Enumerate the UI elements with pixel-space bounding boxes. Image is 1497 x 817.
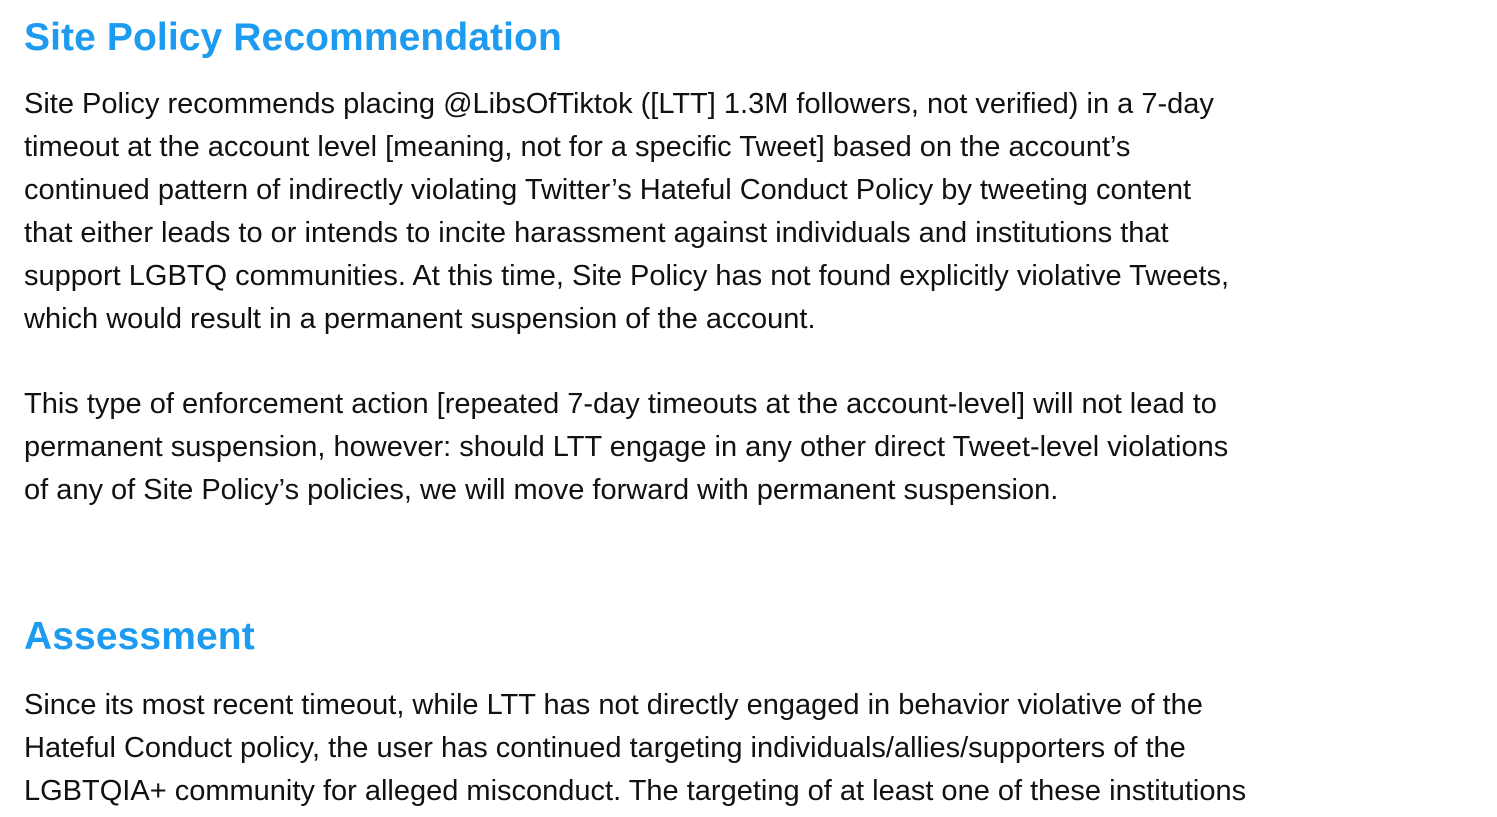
text-line: permanent suspension, however: should LTT engage in any other direct Tweet-level violations bbox=[24, 431, 1229, 463]
text-line: which would result in a permanent suspension of the account. bbox=[24, 303, 816, 335]
assessment-heading: Assessment bbox=[24, 615, 255, 658]
text-line: continued pattern of indirectly violating Twitter’s Hateful Conduct Policy by tweeting content bbox=[24, 174, 1192, 206]
text-line: support LGBTQ communities. At this time, Site Policy has not found explicitly violative Tweets, bbox=[24, 260, 1230, 292]
text-line: Since its most recent timeout, while LTT has not directly engaged in behavior violative of the bbox=[24, 689, 1203, 721]
recommendation-paragraph-2 bbox=[24, 383, 1228, 512]
text-line: of any of Site Policy’s policies, we will move forward with permanent suspension. bbox=[24, 474, 1059, 506]
text-line: that either leads to or intends to incite harassment against individuals and institutions that bbox=[24, 217, 1169, 249]
text-line: LGBTQIA+ community for alleged misconduct. The targeting of at least one of these institutions bbox=[24, 775, 1247, 807]
text-line: This type of enforcement action [repeated 7-day timeouts at the account-level] will not lead to bbox=[24, 388, 1217, 420]
text-line: Site Policy recommends placing @LibsOfTiktok ([LTT] 1.3M followers, not verified) in a 7-day bbox=[24, 88, 1214, 120]
text-line: Hateful Conduct policy, the user has continued targeting individuals/allies/supporters of the bbox=[24, 732, 1186, 764]
recommendation-paragraph-1 bbox=[24, 83, 1229, 341]
recommendation-heading: Site Policy Recommendation bbox=[24, 16, 562, 59]
assessment-paragraph-1 bbox=[24, 684, 1246, 813]
text-line: timeout at the account level [meaning, not for a specific Tweet] based on the account’s bbox=[24, 131, 1131, 163]
